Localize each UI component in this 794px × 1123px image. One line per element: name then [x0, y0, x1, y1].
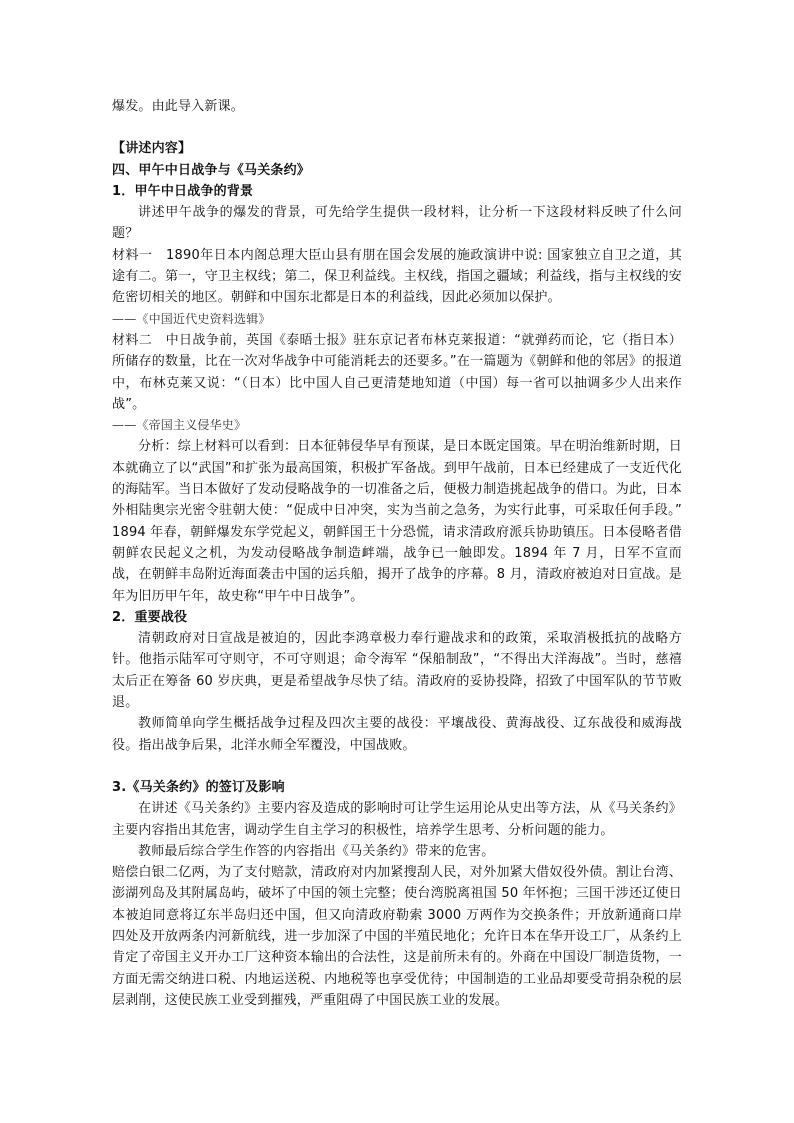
- material-two-source: ——《帝国主义侵华史》: [112, 418, 247, 433]
- treaty-paragraph-1: 在讲述《马关条约》主要内容及造成的影响时可让学生运用论从史出等方法，从《马关条约》主要内容指出其危害，调动学生自主学习的积极性，培养学生思考、分析问题的能力。: [112, 801, 682, 838]
- chapter-title: 四、甲午中日战争与《马关条约》: [112, 162, 311, 178]
- subsection-title-treaty: 3.《马关条约》的签订及影响: [112, 779, 285, 795]
- battles-paragraph-2: 教师简单向学生概括战争过程及四次主要的战役：平壤战役、黄海战役、辽东战役和威海战役。指出战争后果，北洋水师全军覆没，中国战败。: [112, 716, 682, 753]
- material-two-paragraph: 材料二 中日战争前，英国《泰晤士报》驻东京记者布林克莱报道：“就弹药而论，它（指日本）所储存的数量，比在一次对华战争中可能消耗去的还要多。”在一篇题为《朝鲜和他的邻居》的报道中，布林克莱又说：“（日本）比中国人自己更清楚地知道（中国）每一省可以抽调多少人出来作战”。: [112, 332, 682, 412]
- spacer: [112, 756, 682, 777]
- treaty-paragraph-2: 教师最后综合学生作答的内容指出《马关条约》带来的危害。: [138, 843, 495, 859]
- battles-paragraph-1: 清朝政府对日宣战是被迫的，因此李鸿章极力奉行避战求和的政策，采取消极抵抗的战略方针。他指示陆军可守则守，不可守则退；命令海军 “保船制敌”，“不得出大洋海战”。当时，慈禧太后正在筹备 60 岁庆典，更是希望战争尽快了结。清政府的妥协投降，招致了中国军队的节节败退。: [112, 631, 682, 711]
- analysis-paragraph: 分析：综上材料可以看到：日本征韩侵华早有预谋，是日本既定国策。早在明治维新时期，日本就确立了以“武国”和扩张为最高国策，积极扩军备战。到甲午战前，日本已经建成了一支近代化的海陆军。当日本做好了发动侵略战争的一切准备之后，便极力制造挑起战争的借口。为此，日本外相陆奥宗光密令驻朝大使：“促成中日冲突，实为当前之急务，为实行此事，可采取任何手段。” 1894 年春，朝鲜爆发东学党起义，朝鲜国王十分恐慌，请求清政府派兵协助镇压。日本侵略者借朝鲜农民起义之机，为发动侵略战争制造衅端，战争已一触即发。1894 年 7 月，日军不宣而战，在朝鲜丰岛附近海面袭击中国的运兵船，揭开了战争的序幕。8 月，清政府被迫对日宣战。是年为旧历甲午年，故史称“甲午中日战争”。: [112, 439, 682, 604]
- section-label: 【讲述内容】: [112, 141, 192, 157]
- spacer: [112, 117, 682, 138]
- intro-tail: 爆发。由此导入新课。: [112, 99, 245, 114]
- subsection-title-battles: 2．重要战役: [112, 609, 188, 625]
- document-page: [112, 96, 682, 1011]
- treaty-paragraph-3: 赔偿白银二亿两，为了支付赔款，清政府对内加紧搜刮人民，对外加紧大借奴役外债。割让台湾、澎湖列岛及其附属岛屿，破坏了中国的领土完整；使台湾脱离祖国 50 年怀抱；三国干涉还辽使日本被迫同意将辽东半岛归还中国，但又向清政府勒索 3000 万两作为交换条件；开放新通商口岸四处及开放两条内河新航线，进一步加深了中国的半殖民地化；允许日本在华开设工厂，从条约上肯定了帝国主义开办工厂这种资本输出的合法性，这是前所未有的。外商在中国设厂制造货物，一方面无需交纳进口税、内地运送税、内地税等也享受优待；中国制造的工业品却要受苛捐杂税的层层剥削，这使民族工业受到摧残，严重阻碍了中国民族工业的发展。: [112, 865, 682, 1008]
- material-one-paragraph: 材料一 1890年日本内阁总理大臣山县有朋在国会发展的施政演讲中说: 国家独立自卫之道，其途有二。第一，守卫主权线；第二，保卫利益线。主权线，指国之疆域；利益线，指与主权线的安危密切相关的地区。朝鲜和中国东北都是日本的利益线，因此必须加以保护。: [112, 247, 682, 306]
- background-lead-paragraph: 讲述甲午战争的爆发的背景，可先给学生提供一段材料，让分析一下这段材料反映了什么问题？: [112, 205, 682, 242]
- subsection-title-background: 1．甲午中日战争的背景: [112, 183, 254, 199]
- material-one-source: ——《中国近代史资料选辑》: [112, 311, 271, 326]
